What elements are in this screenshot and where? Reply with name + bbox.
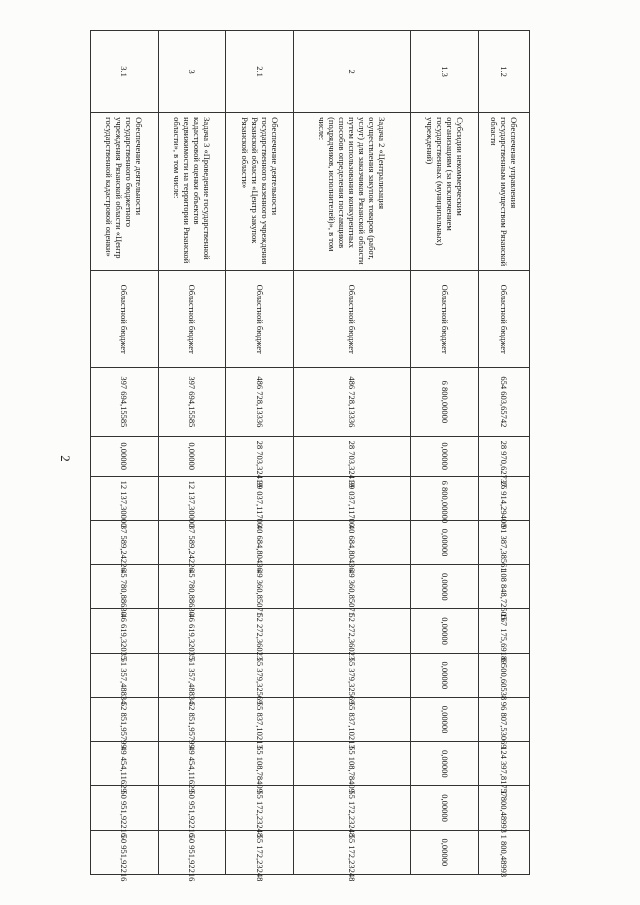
year-value: 50 951,92216 <box>158 786 226 830</box>
row-number: 3 <box>158 31 226 113</box>
year-value: 46 619,32035 <box>91 609 159 653</box>
page-number: 2 <box>57 455 73 462</box>
year-value: 50 951,92216 <box>91 830 159 874</box>
year-value: 55 837,10213 <box>226 697 294 741</box>
year-value: 49 454,11629 <box>158 742 226 786</box>
budget-table <box>90 30 530 882</box>
year-value: 37 589,24226 <box>158 520 226 564</box>
funding-source: Областной бюджет <box>158 271 226 368</box>
year-value: 40 684,80436 <box>226 520 294 564</box>
year-value: 26 914,29400 <box>478 476 529 520</box>
year-value: 37 589,24226 <box>91 520 159 564</box>
year-value: 55 837,10213 <box>294 697 411 741</box>
funding-source: Областной бюджет <box>411 271 479 368</box>
row-name: Задача 2 «Централизация осуществления закупок товаров (работ, услуг) для заказчиков Рязанской области путем использования конкурентных способов определения поставщиков (подрядчиков, исполнителей)», в том числе: <box>294 113 411 271</box>
year-value: 55 172,23248 <box>294 786 411 830</box>
year-value: 45 780,88630 <box>91 565 159 609</box>
row-number: 2 <box>294 31 411 113</box>
year-value: 0,00000 <box>411 786 479 830</box>
year-value: 46 619,32035 <box>158 609 226 653</box>
year-value: 0,00000 <box>411 653 479 697</box>
year-value: 96 807,53069 <box>478 697 529 741</box>
year-value: 28 970,62737 <box>478 436 529 476</box>
row-number: 1.3 <box>411 31 479 113</box>
year-value: 55 172,23248 <box>294 830 411 874</box>
year-value: 52 272,36023 <box>226 609 294 653</box>
year-value: 0,00000 <box>411 830 479 874</box>
year-value: 167 175,69189 <box>478 609 529 653</box>
table-row <box>294 31 411 875</box>
table-row <box>226 31 294 875</box>
table-row <box>411 31 479 875</box>
row-number: 3.1 <box>91 31 159 113</box>
table-body <box>91 31 530 882</box>
year-value: 0,00000 <box>411 520 479 564</box>
row-number: 1.2 <box>478 31 529 113</box>
year-value: 55 379,32569 <box>226 653 294 697</box>
year-value: 28 703,32419 <box>294 436 411 476</box>
funding-source: Областной бюджет <box>226 271 294 368</box>
total-value: 397 694,15585 <box>158 368 226 436</box>
funding-source: Областной бюджет <box>91 271 159 368</box>
year-value: 12 137,30000 <box>91 476 159 520</box>
year-value: 55 379,32569 <box>294 653 411 697</box>
year-value: 0,00000 <box>91 436 159 476</box>
year-value: 0,00000 <box>411 609 479 653</box>
year-value: 0,00000 <box>411 565 479 609</box>
year-value: 39 037,11700 <box>226 476 294 520</box>
year-value: 55 108,78409 <box>294 742 411 786</box>
year-value: 6 800,00000 <box>411 476 479 520</box>
year-value: 0,00000 <box>411 742 479 786</box>
row-name: Задача 3 «Проведение государственной кадастровой оценки объектов недвижимости на территории Рязанской области», в том числе: <box>158 113 226 271</box>
year-value: 40 684,80436 <box>294 520 411 564</box>
year-value: 1 800,48993 <box>478 830 529 874</box>
row-name: Обеспечение деятельности государственного казенного учреждения Рязанской области «Центр закупок Рязанской области» <box>226 113 294 271</box>
total-value: 654 603,65742 <box>478 368 529 436</box>
year-value: 49 360,85071 <box>226 565 294 609</box>
year-value: 0,00000 <box>411 436 479 476</box>
row-number: 2.1 <box>226 31 294 113</box>
row-name: Обеспечение управления государственным имуществом Рязанской области <box>478 113 529 271</box>
year-value: 0,00000 <box>411 697 479 741</box>
year-value: 108 848,72505 <box>478 565 529 609</box>
table-row <box>158 31 226 875</box>
year-value: 0,00000 <box>158 436 226 476</box>
funding-source: Областной бюджет <box>294 271 411 368</box>
row-name: Субсидии некоммерческим организациям (за исключением государственных (муниципальных) учреждений) <box>411 113 479 271</box>
total-value: 486 728,13336 <box>226 368 294 436</box>
table-row <box>478 31 529 875</box>
total-value: 397 694,15585 <box>91 368 159 436</box>
total-value: 6 800,00000 <box>411 368 479 436</box>
year-value: 49 454,11629 <box>91 742 159 786</box>
year-value: 49 360,85071 <box>294 565 411 609</box>
year-value: 51 357,48834 <box>158 653 226 697</box>
row-name: Обеспечение деятельности государственного бюджетного учреждения Рязанской области «Центр государственной кадастровой оценки» <box>91 113 159 271</box>
table-row <box>91 31 159 875</box>
year-value: 124 397,81757 <box>478 742 529 786</box>
year-value: 12 137,30000 <box>158 476 226 520</box>
year-value: 52 851,95799 <box>158 697 226 741</box>
year-value: 1 800,48993 <box>478 786 529 830</box>
year-value: 39 037,11700 <box>294 476 411 520</box>
rotated-table-wrapper <box>90 30 530 882</box>
year-value: 50 951,92216 <box>158 830 226 874</box>
year-value: 6 500,60538 <box>478 653 529 697</box>
year-value: 50 951,92216 <box>91 786 159 830</box>
funding-source: Областной бюджет <box>478 271 529 368</box>
year-value: 45 780,88630 <box>158 565 226 609</box>
year-value: 91 387,38561 <box>478 520 529 564</box>
year-value: 52 272,36023 <box>294 609 411 653</box>
year-value: 28 703,32419 <box>226 436 294 476</box>
year-value: 55 172,23248 <box>226 830 294 874</box>
year-value: 51 357,48834 <box>91 653 159 697</box>
year-value: 55 172,23248 <box>226 786 294 830</box>
year-value: 52 851,95799 <box>91 697 159 741</box>
year-value: 55 108,78409 <box>226 742 294 786</box>
total-value: 486 728,13336 <box>294 368 411 436</box>
